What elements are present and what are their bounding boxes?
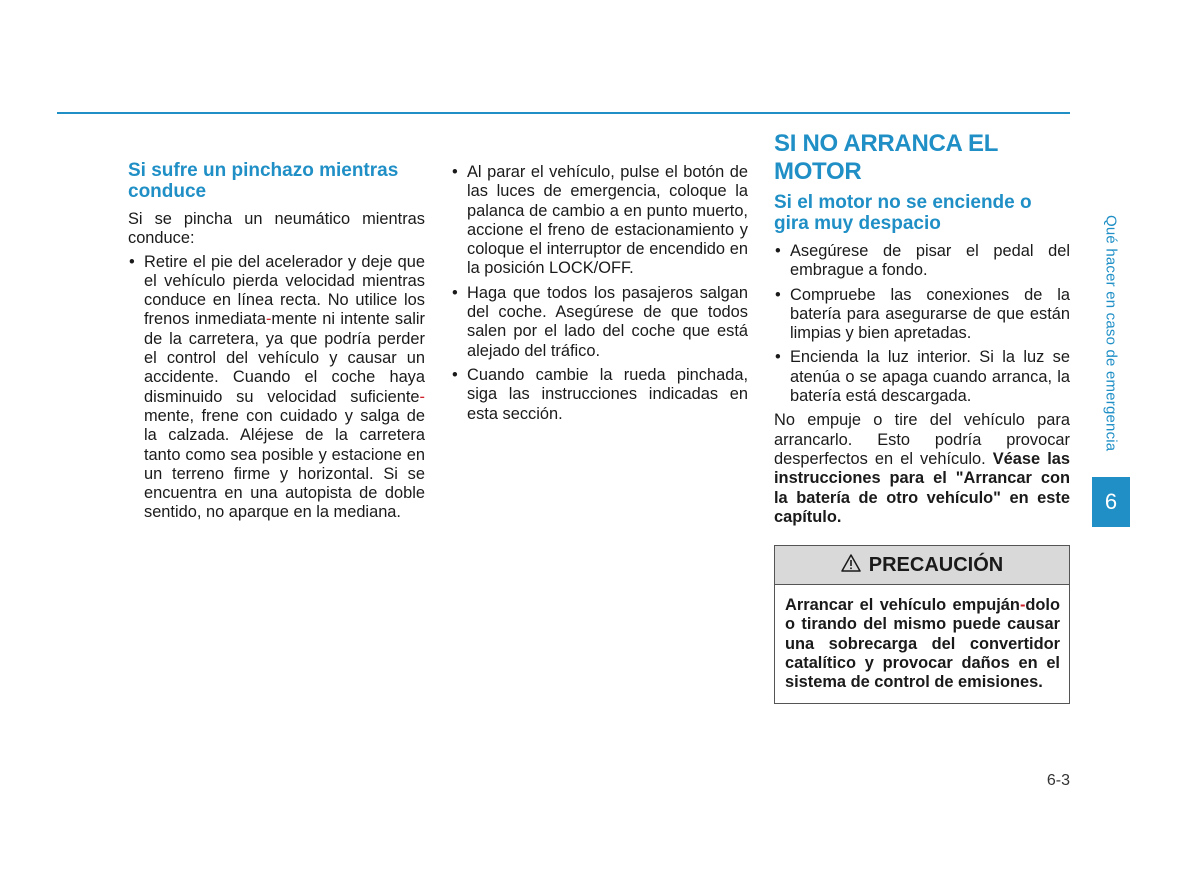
- chapter-title: Qué hacer en caso de emergencia: [1102, 215, 1120, 452]
- warning-triangle-icon: [841, 554, 861, 577]
- list-item: • Retire el pie del acelerador y deje que el vehículo pierda velocidad mientras conduce en línea recta. No utilice los frenos inmediata-mente ni intente salir de la carretera, ya que podría perder el control del vehículo y causar un accidente. Cuando el coche haya disminuido su velocidad suficiente-mente, frene con cuidado y salga de la calzada. Aléjese de la carretera tanto como sea posible y estacione en un terreno firme y horizontal. Si se encuentra en una autopista de doble sentido, no aparque en la mediana.: [129, 252, 425, 522]
- list-item-text: Cuando cambie la rueda pinchada, siga las instrucciones indicadas en esta sección.: [467, 365, 748, 423]
- header-rule: [57, 112, 1070, 114]
- stop-vehicle-list: [451, 163, 748, 424]
- list-item: • Haga que todos los pasajeros salgan del coche. Asegúrese de que todos salen por el lado del coche que está alejado del tráfico.: [452, 283, 748, 360]
- list-item: • Asegúrese de pisar el pedal del embrague a fondo.: [775, 242, 1070, 280]
- jump-start-reference: Véase las instrucciones para el "Arrancar con la batería de otro vehículo" en este capítulo.: [774, 449, 1070, 526]
- list-item-text: Asegúrese de pisar el pedal del embrague a fondo.: [790, 242, 1070, 280]
- column-1: [128, 160, 425, 528]
- section-title: SI NO ARRANCA EL MOTOR: [774, 130, 998, 185]
- list-item-text: Encienda la luz interior. Si la luz se atenúa o se apaga cuando arranca, la batería está descargada.: [790, 348, 1070, 406]
- page-number: 6-3: [1046, 772, 1070, 789]
- engine-check-list: [774, 242, 1070, 406]
- column-2: [451, 163, 748, 429]
- push-start-text: No empuje o tire del vehículo para arrancarlo. Esto podría provocar desperfectos en el vehículo.: [774, 411, 1070, 468]
- bullet-text-1a: Retire el pie del acelerador y deje que el vehículo pierda velocidad mientras conduce en línea recta. No utilice los frenos inmediata: [144, 252, 425, 329]
- caution-header: [775, 546, 1069, 585]
- column-3: [774, 130, 1070, 704]
- push-start-paragraph: [774, 411, 1070, 527]
- hyphen-mark: -: [265, 310, 272, 329]
- flat-tire-list: [128, 253, 425, 523]
- chapter-number: 6: [1104, 489, 1118, 514]
- list-item-text: Haga que todos los pasajeros salgan del coche. Asegúrese de que todos salen por el lado del coche que está alejado del tráfico.: [467, 283, 748, 360]
- caution-body: [775, 585, 1069, 702]
- list-item-text: Al parar el vehículo, pulse el botón de las luces de emergencia, coloque la palanca de cambio a en punto muerto, accione el freno de estacionamiento y coloque el interruptor de encendido en la posición LOCK/OFF.: [467, 163, 748, 278]
- caution-text-a: Arrancar el vehículo empuján: [785, 596, 1020, 615]
- engine-heading: Si el motor no se enciende o gira muy despacio: [774, 192, 1032, 234]
- caution-text-b: dolo o tirando del mismo puede causar una sobrecarga del convertidor catalítico y provocar daños en el sistema de control de emisiones.: [785, 596, 1060, 692]
- chapter-side-label: [1099, 215, 1123, 475]
- hyphen-mark: -: [419, 387, 425, 406]
- caution-title: PRECAUCIÓN: [868, 553, 1004, 576]
- flat-tire-intro: Si se pincha un neumático mientras conduce:: [128, 210, 425, 248]
- hyphen-mark: -: [1019, 596, 1026, 615]
- list-item: • Encienda la luz interior. Si la luz se atenúa o se apaga cuando arranca, la batería está descargada.: [775, 348, 1070, 406]
- bullet-text-1b: mente ni intente salir de la carretera, ya que podría perder el control del vehículo y causar un accidente. Cuando el coche haya disminuido su velocidad suficiente: [144, 310, 425, 406]
- bullet-text-1c: mente, frene con cuidado y salga de la calzada. Aléjese de la carretera tanto como sea posible y estacione en un terreno firme y horizontal. Si se encuentra en una autopista de doble sentido, no aparque en la mediana.: [144, 406, 425, 522]
- list-item: • Compruebe las conexiones de la batería para asegurarse de que están limpias y bien apretadas.: [775, 285, 1070, 343]
- chapter-tab: [1092, 477, 1130, 527]
- list-item-text: Compruebe las conexiones de la batería para asegurarse de que están limpias y bien apretadas.: [790, 285, 1070, 343]
- flat-tire-heading: Si sufre un pinchazo mientras conduce: [128, 160, 399, 202]
- caution-box: [774, 545, 1070, 703]
- list-item: • Cuando cambie la rueda pinchada, siga las instrucciones indicadas en esta sección.: [452, 365, 748, 423]
- list-item: • Al parar el vehículo, pulse el botón de las luces de emergencia, coloque la palanca de cambio a en punto muerto, accione el freno de estacionamiento y coloque el interruptor de encendido en la posición LOCK/OFF.: [452, 163, 748, 278]
